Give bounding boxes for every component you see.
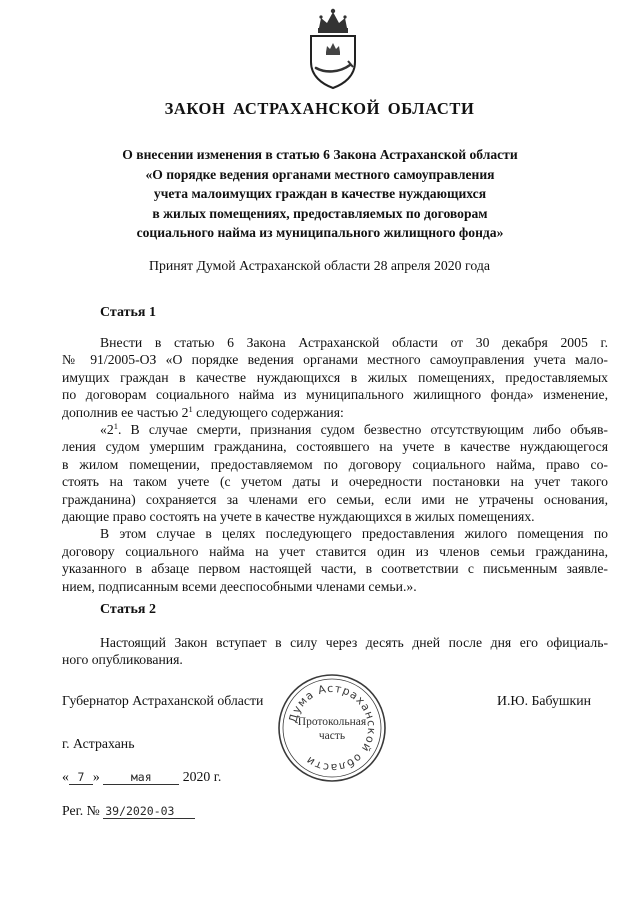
governor-title: Губернатор Астраханской области [62, 693, 264, 708]
text-line: нием, подписанным всеми дееспособными членами семьи.». [62, 578, 417, 594]
text-line: В этом случае в целях последующего предоставления жилого помещения по [100, 526, 608, 542]
date-year: 2020 г. [182, 769, 222, 784]
text-line: указанного в абзаце первом настоящей части, в соответствии с письменным заявле- [62, 561, 608, 577]
svg-text:Дума Астраханской области [286, 682, 378, 774]
text-line: договору социального найма на учет ставится один из членов семьи гражданина, [62, 543, 608, 559]
date-month: мая [103, 770, 179, 785]
article-2-heading: Статья 2 [100, 602, 156, 617]
text-line: дающие право состоять на учете в качестве нуждающихся в жилых помещениях. [62, 509, 535, 525]
law-subject [60, 145, 580, 243]
subject-line: «О порядке ведения органами местного самоуправления [145, 166, 495, 182]
law-title: ЗАКОН АСТРАХАНСКОЙ ОБЛАСТИ [164, 99, 475, 118]
subject-line: в жилых помещениях, предоставляемых по договорам [152, 205, 488, 221]
text-line: ления судом умершим гражданина, состоявшего на учете в качестве нуждающегося [62, 439, 608, 455]
reg-number-value: 39/2020-03 [103, 804, 195, 819]
text-line: дополнив ее частью $2^1$ следующего содержания: [62, 403, 344, 420]
text-line: № 91/2005-ОЗ «О порядке ведения органами местного самоуправления учета мало- [62, 352, 608, 368]
text-line: по договорам социального найма из муниципального жилищного фонда» изменение, [62, 387, 608, 403]
coat-of-arms-icon [301, 6, 365, 90]
text-line: имущих граждан в качестве нуждающихся в жилых помещениях, предоставляемых [62, 369, 608, 385]
article-1-text [62, 334, 608, 595]
text-line: ного опубликования. [62, 652, 183, 668]
stamp-inner-line-2: часть [318, 730, 346, 742]
subject-line: социального найма из муниципального жилищного фонда» [136, 225, 504, 240]
stamp-inner-line-1: Протокольная [297, 716, 367, 728]
place-of-signing: г. Астрахань [62, 736, 135, 751]
subject-line: О внесении изменения в статью 6 Закона Астраханской области [122, 147, 518, 162]
registration-number: Рег. № 39/2020-03 [62, 803, 195, 819]
article-1-heading: Статья 1 [100, 305, 156, 320]
subject-line: учета малоимущих граждан в качестве нуждающихся [153, 186, 487, 201]
text-line: Настоящий Закон вступает в силу через десять дней после дня его официаль- [100, 635, 608, 650]
article-2-text [62, 634, 608, 669]
governor-name: И.Ю. Бабушкин [497, 693, 592, 708]
duma-stamp-icon [276, 672, 388, 784]
text-line: гражданина) сохраняется за членами его семьи, если ими не утрачены основания, [62, 491, 608, 507]
stamp-outer-text: Дума Астраханской области [286, 681, 379, 775]
signing-date: « 7 » мая 2020 г. [62, 769, 222, 784]
adoption-note: Принят Думой Астраханской области 28 апреля 2020 года [149, 258, 490, 273]
text-line: Внести в статью 6 Закона Астраханской области от 30 декабря 2005 г. [100, 335, 608, 350]
date-day: 7 [69, 770, 93, 785]
text-line: «$2^1$. В случае смерти, признания судом безвестно отсутствующим либо объяв- [100, 421, 608, 438]
text-line: в жилом помещении, предоставляемом по договору социального найма, право со- [62, 456, 608, 472]
text-line: стоять на таком учете (с учетом даты и очередности постановки на учет такого [62, 474, 608, 490]
